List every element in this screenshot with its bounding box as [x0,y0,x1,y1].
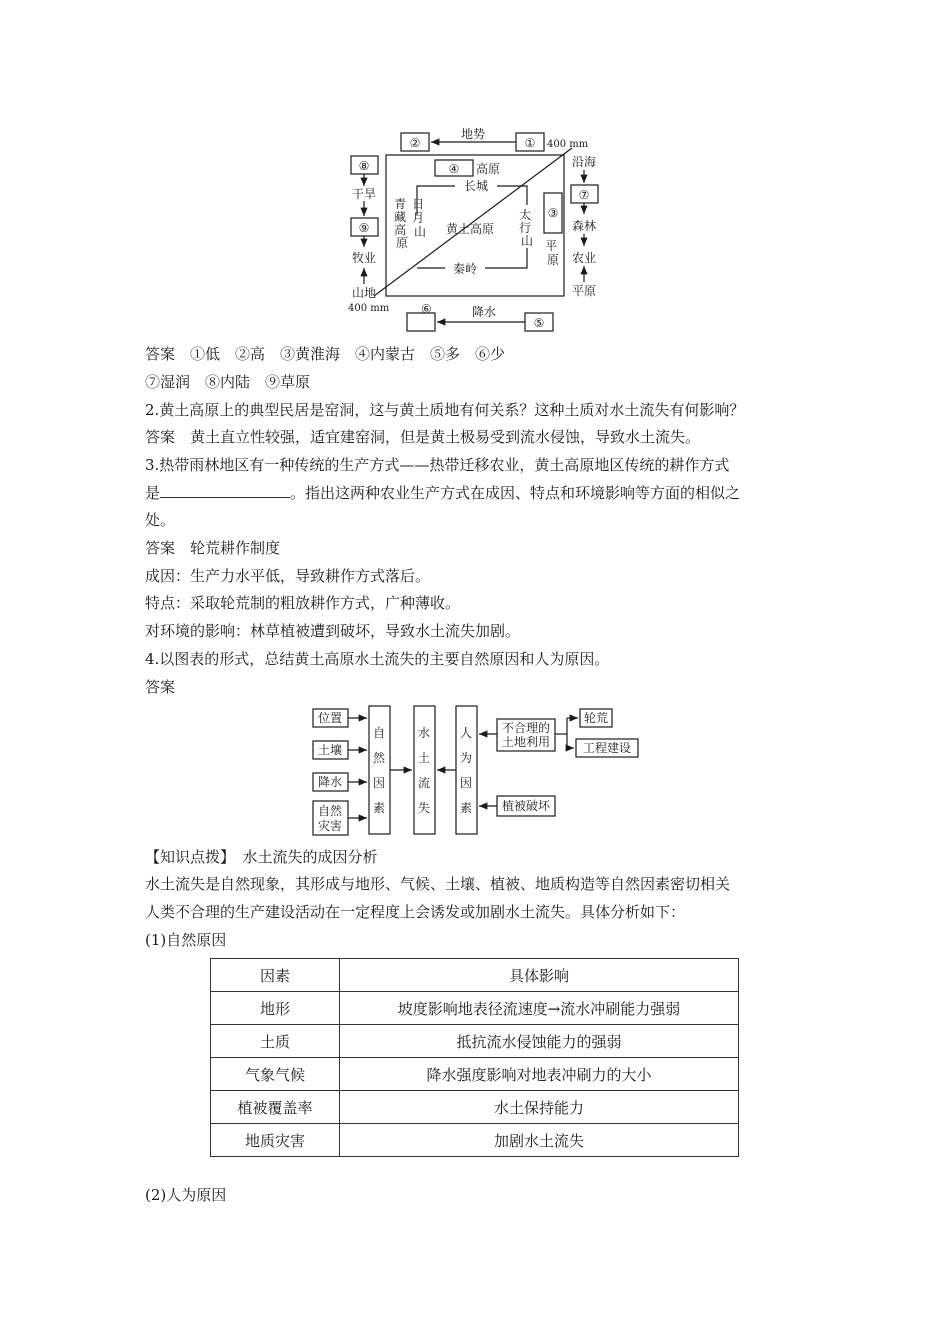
table-row [211,1124,739,1157]
label-c8: ⑧ [358,159,370,173]
label-pingyuan-right: 平原 [571,284,597,298]
label-dishi: 地势 [460,127,486,141]
table-row [211,1091,739,1124]
label-c9: ⑨ [358,221,370,235]
label-shuitu-2: 土 [417,751,431,765]
q3-cause: 成因：生产力水平低，导致耕作方式落后。 [145,567,431,585]
label-c1: ① [524,136,536,150]
label-c3: ③ [547,206,559,220]
label-renwei-4: 素 [459,801,473,815]
q4-answer: 答案 [145,678,176,696]
q3-question-line3: 处。 [145,511,176,529]
label-qinling: 秦岭 [452,262,478,276]
table-row [211,992,739,1025]
q3-impact: 对环境的影响：林草植被遭到破坏，导致水土流失加剧。 [145,622,521,640]
label-taihang-vertical: 太 行 山 [519,208,534,248]
label-changcheng: 长城 [463,179,489,193]
label-c7: ⑦ [578,188,590,202]
knowledge-para2: 人类不合理的生产建设活动在一定程度上会诱发或加剧水土流失。具体分析如下： [145,903,686,921]
natural-causes-heading: (1)自然原因 [145,931,227,949]
knowledge-tag: 【知识点拨】 [145,848,228,866]
label-renwei-1: 人 [459,726,473,740]
label-ziran-3: 因 [372,776,386,790]
label-turang: 土壤 [317,743,343,757]
table-row [211,1058,739,1091]
answer-blank [160,483,290,498]
q3-question-line1: 3.热带雨林地区有一种传统的生产方式——热带迁移农业，黄土高原地区传统的耕作方式 [145,456,730,474]
label-shuitu-4: 失 [417,801,431,815]
q3-post: 。指出这两种农业生产方式在成因、特点和环境影响等方面的相似之 [290,484,741,502]
table-cell: 地质灾害 [211,1124,340,1157]
label-c5: ⑤ [533,316,545,330]
label-c6: ⑥ [421,302,432,316]
table-header-cell: 具体影响 [340,959,739,992]
table-cell: 加剧水土流失 [340,1124,739,1157]
label-zhibei: 植被破坏 [501,799,551,813]
label-c2: ② [409,136,421,150]
label-ziran-4: 素 [372,801,386,815]
table-cell: 地形 [211,992,340,1025]
label-ziran-1: 自 [372,726,386,740]
q1-answer-line1: 答案 ①低 ②高 ③黄淮海 ④内蒙古 ⑤多 ⑥少 [145,345,506,363]
table-cell: 抵抗流水侵蚀能力的强弱 [340,1025,739,1058]
table-cell: 土质 [211,1025,340,1058]
table-cell: 气象气候 [211,1058,340,1091]
geography-diagram [340,124,615,334]
label-jiangshui: 降水 [471,305,497,319]
table-header-row [211,959,739,992]
table-header-cell: 因素 [211,959,340,992]
label-c4: ④ [448,162,460,176]
human-causes-heading: (2)人为原因 [145,1186,227,1204]
label-zaihai-2: 灾害 [317,819,343,833]
label-gongcheng: 工程建设 [582,741,632,755]
q4-question: 4.以图表的形式，总结黄土高原水土流失的主要自然原因和人为原因。 [145,650,610,668]
label-gaoyuan: 高原 [476,162,501,176]
label-renwei-3: 因 [459,776,473,790]
label-qingzang-vertical: 青 藏 高 原 [394,197,409,250]
label-400mm-top: 400 mm [547,139,589,150]
table-cell: 坡度影响地表径流速度→流水冲刷能力强弱 [340,992,739,1025]
label-ziran-2: 然 [372,751,386,765]
q3-question-line2 [145,482,740,503]
label-shuitu-1: 水 [417,726,431,740]
soil-erosion-flowchart [305,702,645,842]
label-zaihai-1: 自然 [317,804,343,818]
label-pingyuan-vertical: 平 原 [545,239,560,267]
label-renwei-2: 为 [459,751,473,765]
knowledge-title: 水土流失的成因分析 [242,848,378,866]
label-400mm-bottom: 400 mm [348,303,390,314]
table-cell: 植被覆盖率 [211,1091,340,1124]
natural-factors-table [210,958,739,1157]
table-cell: 降水强度影响对地表冲刷力的大小 [340,1058,739,1091]
label-riyue-vertical: 日 月 山 [412,197,427,239]
q3-pre: 是 [145,484,161,502]
table-row [211,1025,739,1058]
label-lunhuang: 轮荒 [583,711,609,725]
label-senlin: 森林 [571,219,597,233]
label-buheli-1: 不合理的 [501,721,551,735]
q3-feature: 特点：采取轮荒制的粗放耕作方式，广种薄收。 [145,594,461,612]
label-shuitu-3: 流 [417,776,431,790]
knowledge-heading [145,846,378,867]
table-cell: 水土保持能力 [340,1091,739,1124]
knowledge-para1: 水土流失是自然现象，其形成与地形、气候、土壤、植被、地质构造等自然因素密切相关 [145,875,731,893]
label-shandi: 山地 [351,286,377,300]
label-ganhan: 干旱 [351,187,377,201]
label-jiangshui2: 降水 [317,775,343,789]
label-weizhi: 位置 [317,711,343,725]
q1-answer-line2: ⑦湿润 ⑧内陆 ⑨草原 [145,373,311,391]
label-muye: 牧业 [351,251,377,265]
label-buheli-2: 土地利用 [501,735,551,749]
q3-answer: 答案 轮荒耕作制度 [145,539,281,557]
label-yanhai: 沿海 [571,155,597,169]
q2-question: 2.黄土高原上的典型民居是窑洞，这与黄土质地有何关系？这种土质对水土流失有何影响？ [145,401,745,419]
label-nongye: 农业 [571,251,597,265]
q2-answer: 答案 黄土直立性较强，适宜建窑洞，但是黄土极易受到流水侵蚀，导致水土流失。 [145,428,701,446]
label-huangtu: 黄土高原 [445,222,495,236]
